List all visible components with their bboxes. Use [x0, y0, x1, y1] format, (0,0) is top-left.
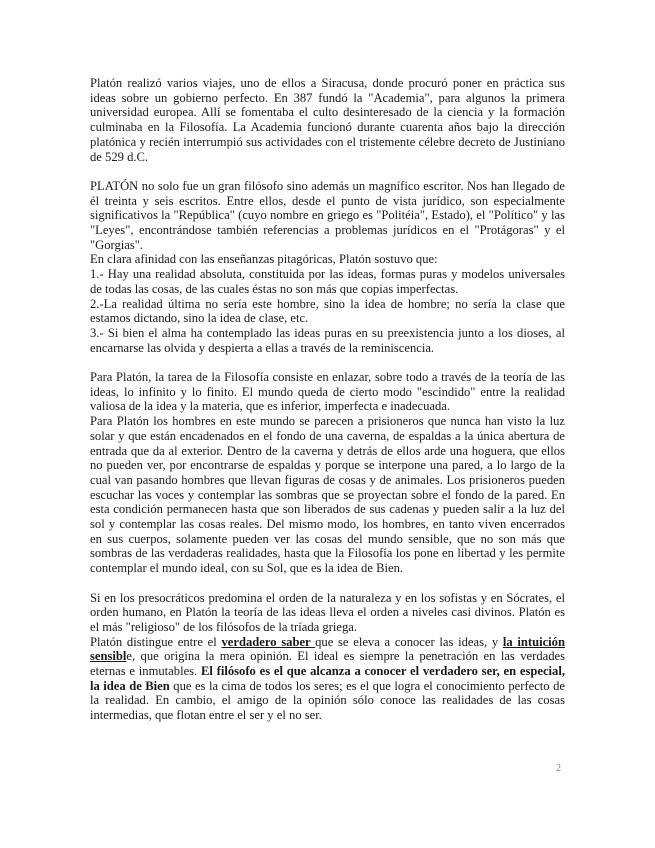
text-run: e, que origina la mera opinión. El ideal es siempre la penetración en las verdades eternas e inmutables.: [90, 649, 565, 679]
paragraph-pitagoricas: En clara afinidad con las enseñanzas pitagóricas, Platón sostuvo que:: [90, 252, 438, 267]
paragraph-presocraticos: Si en los presocráticos predomina el orden de la naturaleza y en los sofistas y en Sócrates, el orden humano, en Platón la teoría de las ideas lleva el orden a niveles casi divinos. Platón es el más "religioso" de los filósofos de la tríada griega.: [90, 590, 565, 634]
bold-text: El filósofo es el que alcanza a conocer el verdadero ser, en especial, la idea de Bien: [90, 664, 565, 693]
text-run: Platón distingue entre el: [90, 634, 222, 649]
list-item-3: 3.- Si bien el alma ha contemplado las ideas puras en su preexistencia junto a los dioses, al encarnarse las olvida y despierta a ellas a través de la reminiscencia.: [90, 325, 565, 355]
paragraph-escritor: PLATÓN no solo fue un gran filósofo sino además un magnífico escritor. Nos han llegado de él treinta y seis escritos. Entre ellos, desde el punto de vista jurídico, son especialmente significativos la "República" (cuyo nombre en griego es "Politéia", Estado), el "Político" y las "Leyes", encontrándose también referencias a problemas jurídicos en el "Protágoras" y el "Gorgias".: [90, 178, 565, 252]
paragraph-filosofia: Para Platón, la tarea de la Filosofía consiste en enlazar, sobre todo a través de la teoría de las ideas, lo infinito y lo finito. El mundo queda de cierto modo "escindido" entre la realidad valiosa de la idea y la materia, que es inferior, imperfecta e inadecuada.: [90, 370, 565, 414]
underlined-bold-text: verdadero saber: [221, 634, 316, 649]
paragraph-verdadero-saber: [90, 635, 565, 723]
list-item-2: 2.-La realidad última no sería este hombre, sino la idea de hombre; no sería la clase que estamos dictando, sino la idea de clase, etc.: [90, 296, 565, 326]
paragraph-caverna: Para Platón los hombres en este mundo se parecen a prisioneros que nunca han visto la luz solar y que están encadenados en el fondo de una caverna, de espaldas a la única abertura de entrada que da al exterior. Dentro de la caverna y detrás de ellos arde una hoguera, que ellos no pueden ver, por encontrarse de espaldas y porque se interpone una pared, a lo largo de la cual van pasando hombres que llevan figuras de cosas y de animales. Los prisioneros pueden escuchar las voces y contemplar las sombras que se proyectan sobre el fondo de la pared. En esta condición permanecen hasta que son liberados de sus cadenas y pueden salir a la luz del sol y contemplar las cosas reales. Del mismo modo, los hombres, en tanto viven encerrados en sus cuerpos, solamente pueden ver las cosas del mundo sensible, que no son más que sombras de las verdaderas realidades, hasta que la Filosofía los pone en libertad y les permite contemplar el mundo ideal, con su Sol, que es la idea de Bien.: [90, 414, 565, 576]
document-body: [90, 76, 565, 723]
list-item-1: 1.- Hay una realidad absoluta, constituida por las ideas, formas puras y modelos universales de todas las cosas, de las cuales éstas no son más que copias imperfectas.: [90, 267, 565, 296]
text-run: que es la cima de todos los seres; es el que logra el conocimiento perfecto de la realidad. En cambio, el amigo de la opinión sólo conoce las realidades de las cosas intermedias, que flotan entre el ser y el no ser.: [90, 678, 565, 723]
paragraph-gap: [90, 355, 565, 370]
text-run: que se eleva a conocer las ideas, y: [315, 634, 503, 649]
paragraph-gap: [90, 164, 565, 179]
paragraph-academia: Platón realizó varios viajes, uno de ellos a Siracusa, donde procuró poner en práctica sus ideas sobre un gobierno perfecto. En 387 fundó la "Academia", para algunos la primera universidad europea. Allí se fomentaba el culto desinteresado de la ciencia y la formación culminaba en la Filosofía. La Academia funcionó durante cuarenta años bajo la dirección platónica y recién interrumpió sus actividades con el tristemente célebre decreto de Justiniano de 529 d.C.: [90, 76, 565, 164]
paragraph-gap: [90, 576, 565, 591]
page-number: 2: [556, 763, 561, 774]
underlined-bold-text: sensibl: [90, 649, 127, 664]
underlined-bold-text: la intuición: [502, 634, 565, 649]
